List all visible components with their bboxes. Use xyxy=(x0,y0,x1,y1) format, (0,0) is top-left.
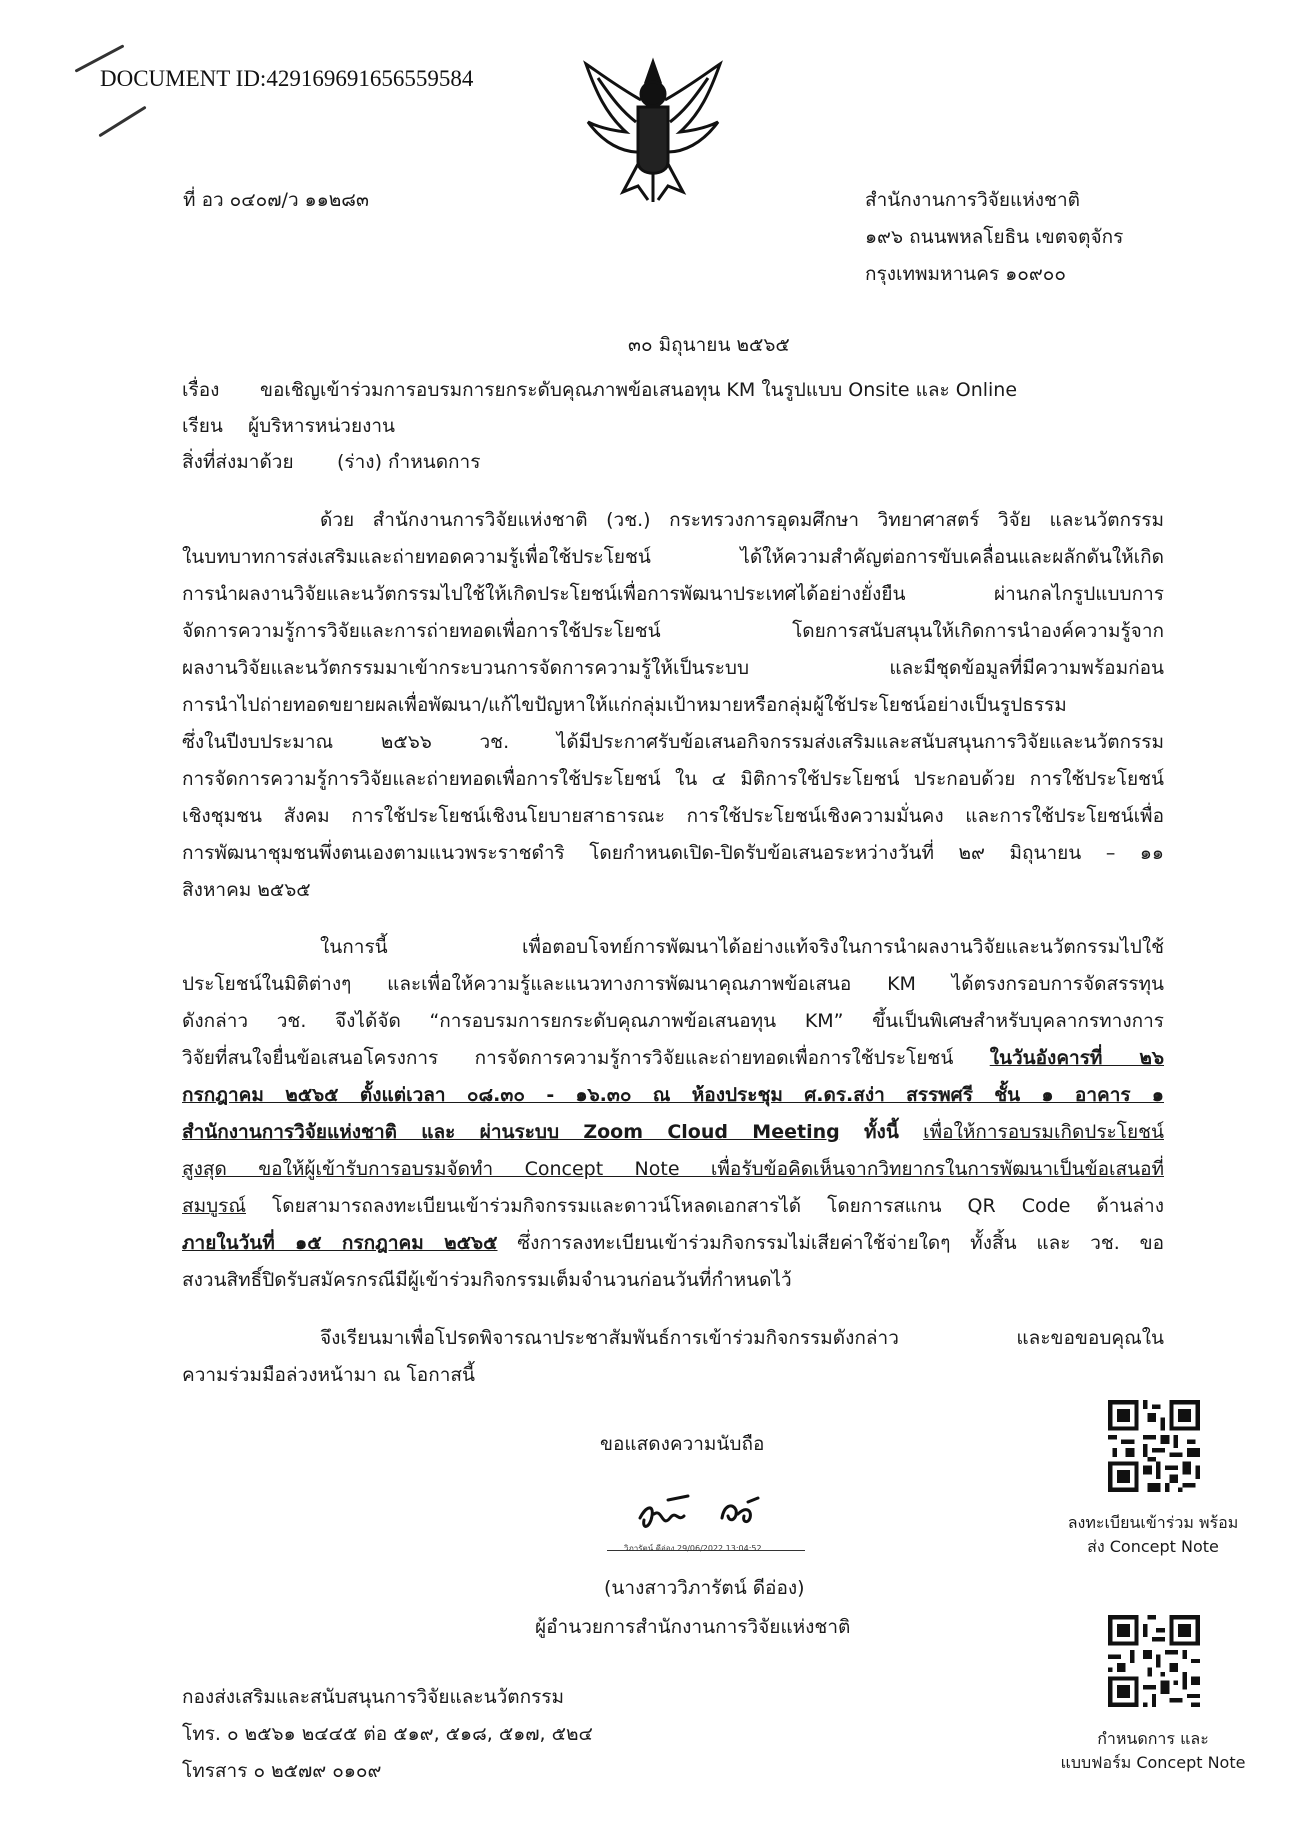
enclosure-text: (ร่าง) กำหนดการ xyxy=(337,451,481,473)
reference-number: ที่ อว ๐๔๐๗/ว ๑๑๒๘๓ xyxy=(183,189,369,211)
letter-date: ๓๐ มิถุนายน ๒๕๖๕ xyxy=(628,334,790,356)
address-line-1: สำนักงานการวิจัยแห่งชาติ xyxy=(865,189,1080,211)
body-line xyxy=(182,1046,1164,1070)
body-line: สงวนสิทธิ์ปิดรับสมัครกรณีมีผู้เข้าร่วมกิจกรรมเต็มจำนวนก่อนวันที่กำหนดไว้ xyxy=(182,1269,792,1291)
body-line: การนำผลงานวิจัยและนวัตกรรมไปใช้ให้เกิดประโยชน์เพื่อการพัฒนาประเทศได้อย่างยั่งยืน ผ่านกลไกรูปแบบการ xyxy=(182,583,1164,605)
closing: ขอแสดงความนับถือ xyxy=(600,1433,765,1455)
department: กองส่งเสริมและสนับสนุนการวิจัยและนวัตกรรม xyxy=(182,1686,565,1708)
address-line-3: กรุงเทพมหานคร ๑๐๙๐๐ xyxy=(865,263,1066,285)
body-line: ประโยชน์ในมิติต่างๆ และเพื่อให้ความรู้และแนวทางการพัฒนาคุณภาพข้อเสนอ KM ได้ตรงกรอบการจัดสรรทุน xyxy=(182,973,1164,995)
signature-icon xyxy=(632,1488,782,1538)
event-venue-highlight: กรกฎาคม ๒๕๖๕ ตั้งแต่เวลา ๐๘.๓๐ - ๑๖.๓๐ ณ ห้องประชุม ศ.ดร.สง่า สรรพศรี ชั้น ๑ อาคาร ๑ xyxy=(182,1084,1164,1106)
subject-label: เรื่อง xyxy=(182,379,220,401)
deadline-highlight: ภายในวันที่ ๑๕ กรกฎาคม ๒๕๖๕ xyxy=(182,1232,498,1254)
signer-title: ผู้อำนวยการสำนักงานการวิจัยแห่งชาติ xyxy=(535,1616,851,1638)
body-text: ซึ่งการลงทะเบียนเข้าร่วมกิจกรรมไม่เสียค่าใช้จ่ายใดๆ ทั้งสิ้น และ วช. ขอ xyxy=(497,1232,1164,1254)
body-line xyxy=(182,1194,1164,1218)
body-line: การนำไปถ่ายทอดขยายผลเพื่อพัฒนา/แก้ไขปัญหาให้แก่กลุ่มเป้าหมายหรือกลุ่มผู้ใช้ประโยชน์อย่างเป็นรูปธรรม xyxy=(182,694,1067,716)
body-line: ซึ่งในปีงบประมาณ ๒๕๖๖ วช. ได้มีประกาศรับข้อเสนอกิจกรรมส่งเสริมและสนับสนุนการวิจัยและนวัตกรรม xyxy=(182,731,1164,753)
qr1-caption-line-2: ส่ง Concept Note xyxy=(1087,1537,1219,1556)
body-text: วิจัยที่สนใจยื่นข้อเสนอโครงการ การจัดการความรู้การวิจัยและถ่ายทอดเพื่อการใช้ประโยชน์ xyxy=(182,1047,990,1069)
body-line: จัดการความรู้การวิจัยและการถ่ายทอดเพื่อการใช้ประโยชน์ โดยการสนับสนุนให้เกิดการนำองค์ความรู้จาก xyxy=(182,620,1164,642)
qr2-caption-line-2: แบบฟอร์ม Concept Note xyxy=(1060,1753,1246,1772)
body-line: การพัฒนาชุมชนพึ่งตนเองตามแนวพระราชดำริ โดยกำหนดเปิด-ปิดรับข้อเสนอระหว่างวันที่ ๒๙ มิถุนายน – ๑๑ xyxy=(182,842,1164,864)
body-line: ดังกล่าว วช. จึงได้จัด “การอบรมการยกระดับคุณภาพข้อเสนอทุน KM” ขึ้นเป็นพิเศษสำหรับบุคลากรทางการ xyxy=(182,1010,1164,1032)
body-line: สิงหาคม ๒๕๖๕ xyxy=(182,879,311,901)
event-online-highlight: สำนักงานการวิจัยแห่งชาติ และ ผ่านระบบ Zoom Cloud Meeting xyxy=(182,1121,840,1143)
address-line-2: ๑๙๖ ถนนพหลโยธิน เขตจตุจักร xyxy=(865,226,1124,248)
body-line xyxy=(182,1231,1164,1255)
event-date-highlight: ในวันอังคารที่ ๒๖ xyxy=(989,1047,1165,1069)
body-text-underlined: เพื่อให้การอบรมเกิดประโยชน์ xyxy=(923,1121,1164,1143)
garuda-emblem-icon xyxy=(578,52,728,204)
document-id: DOCUMENT ID:429169691656559584 xyxy=(100,66,474,91)
concept-note-line: สูงสุด ขอให้ผู้เข้ารับการอบรมจัดทำ Concept Note เพื่อรับข้อคิดเห็นจากวิทยากรในการพัฒนาเป็นข้อเสนอที่ xyxy=(182,1158,1164,1180)
recipient-label: เรียน xyxy=(182,415,223,437)
body-line: ความร่วมมือล่วงหน้ามา ณ โอกาสนี้ xyxy=(182,1364,475,1386)
fax: โทรสาร ๐ ๒๕๗๙ ๐๑๐๙ xyxy=(182,1760,382,1782)
qr1-caption-line-1: ลงทะเบียนเข้าร่วม พร้อม xyxy=(1067,1513,1239,1532)
enclosure-label: สิ่งที่ส่งมาด้วย xyxy=(182,451,294,473)
body-line: ในการนี้ เพื่อตอบโจทย์การพัฒนาได้อย่างแท้จริงในการนำผลงานวิจัยและนวัตกรรมไปใช้ xyxy=(320,936,1164,958)
body-line: การจัดการความรู้การวิจัยและถ่ายทอดเพื่อการใช้ประโยชน์ ใน ๔ มิติการใช้ประโยชน์ ประกอบด้วย การใช้ประโยชน์ xyxy=(182,768,1164,790)
body-text-underlined: สมบูรณ์ xyxy=(182,1195,247,1217)
body-line: จึงเรียนมาเพื่อโปรดพิจารณาประชาสัมพันธ์การเข้าร่วมกิจกรรมดังกล่าว และขอขอบคุณใน xyxy=(320,1327,1164,1349)
phone: โทร. ๐ ๒๕๖๑ ๒๔๔๕ ต่อ ๕๑๙, ๕๑๘, ๕๑๗, ๕๒๔ xyxy=(182,1723,593,1745)
recipient-text: ผู้บริหารหน่วยงาน xyxy=(248,415,396,437)
signer-name: (นางสาววิภารัตน์ ดีอ่อง) xyxy=(604,1577,805,1599)
subject-text: ขอเชิญเข้าร่วมการอบรมการยกระดับคุณภาพข้อเสนอทุน KM ในรูปแบบ Onsite และ Online xyxy=(260,379,1018,401)
qr2-caption-line-1: กำหนดการ และ xyxy=(1097,1729,1209,1748)
body-text: ทั้งนี้ xyxy=(839,1121,924,1143)
signature-stamp: วิภารัตน์ ดีอ่อง 29/06/2022 13:04:52 xyxy=(624,1544,762,1553)
body-line: ด้วย สำนักงานการวิจัยแห่งชาติ (วช.) กระทรวงการอุดมศึกษา วิทยาศาสตร์ วิจัย และนวัตกรรม xyxy=(320,509,1164,531)
body-line: เชิงชุมชน สังคม การใช้ประโยชน์เชิงนโยบายสาธารณะ การใช้ประโยชน์เชิงความมั่นคง และการใช้ประโยชน์เพื่อ xyxy=(182,805,1164,827)
pen-mark xyxy=(98,106,146,138)
registration-qr-code-icon[interactable] xyxy=(1108,1400,1200,1492)
body-line xyxy=(182,1120,1164,1144)
body-line: ผลงานวิจัยและนวัตกรรมมาเข้ากระบวนการจัดการความรู้ให้เป็นระบบ และมีชุดข้อมูลที่มีความพร้อมก่อน xyxy=(182,657,1164,679)
body-text: โดยสามารถลงทะเบียนเข้าร่วมกิจกรรมและดาวน์โหลดเอกสารได้ โดยการสแกน QR Code ด้านล่าง xyxy=(246,1195,1164,1217)
body-line: ในบทบาทการส่งเสริมและถ่ายทอดความรู้เพื่อใช้ประโยชน์ ได้ให้ความสำคัญต่อการขับเคลื่อนและผลักดันให้เกิด xyxy=(182,546,1164,568)
schedule-qr-code-icon[interactable] xyxy=(1108,1615,1200,1707)
